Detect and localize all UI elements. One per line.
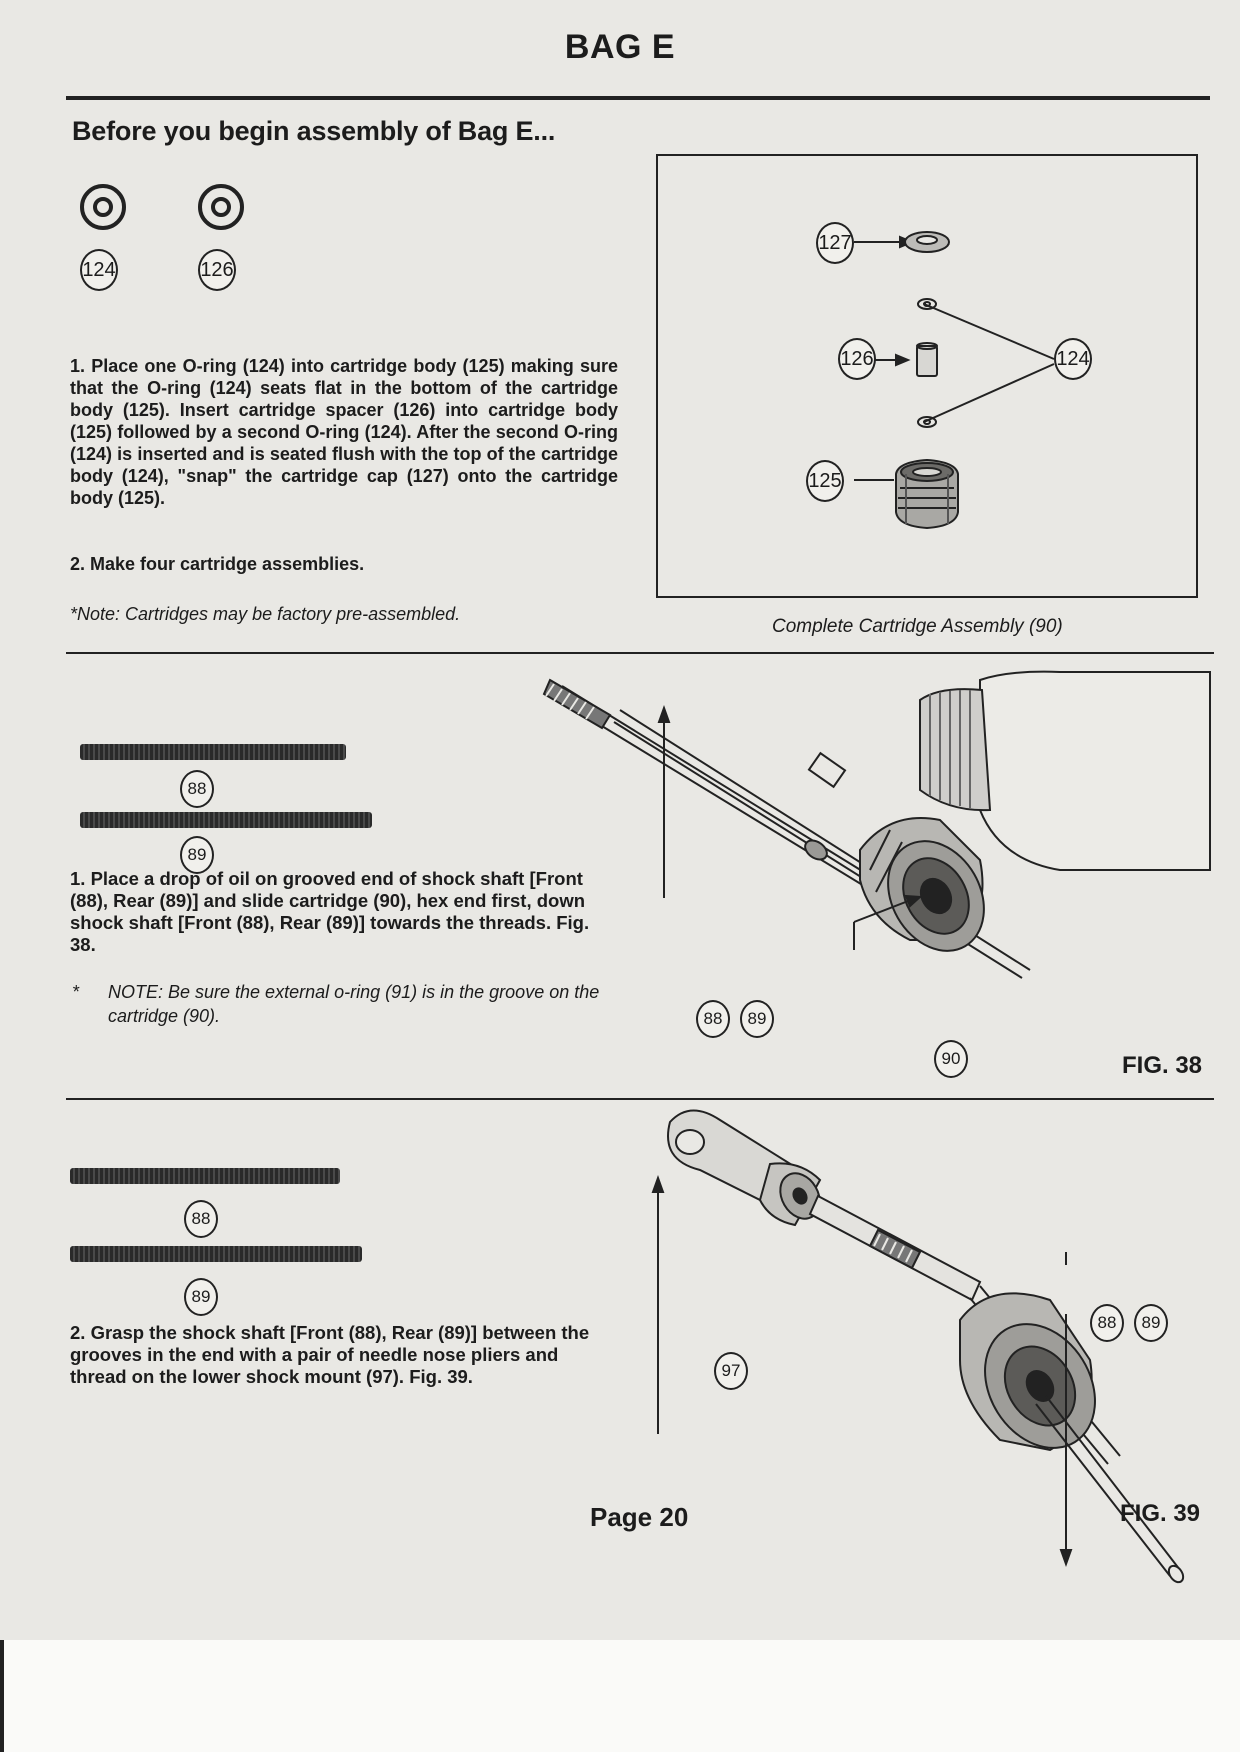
callout-125: 125 <box>806 460 844 502</box>
cartridge-step-2: 2. Make four cartridge assemblies. <box>70 554 365 574</box>
fig39-callout-97: 97 <box>714 1352 748 1390</box>
part-callout-124: 124 <box>80 249 118 291</box>
cartridge-diagram-caption: Complete Cartridge Assembly (90) <box>772 616 1063 637</box>
fig38-note-marker: * <box>72 982 80 1002</box>
cartridge-step-1: 1. Place one O-ring (124) into cartridge body (125) making sure that the O-ring (124) seats flat in the bottom of the cartridge body (125). Insert cartridge spacer (126) into cartridge body (125) followed by a second O-ring (124). After the second O-ring (124) is inserted and is seated flush with the top of the cartridge body (124), "snap" the cartridge cap (127) onto the cartridge body (125). <box>70 356 618 508</box>
rear-shock-shaft-89-b <box>70 1246 362 1262</box>
shaft-callout-89: 89 <box>180 836 214 874</box>
front-shock-shaft-88-b <box>70 1168 340 1184</box>
page-title: BAG E <box>564 28 676 66</box>
fig39-shaft-callout-88: 88 <box>184 1200 218 1238</box>
section-heading: Before you begin assembly of Bag E... <box>72 116 556 146</box>
part-callout-126: 126 <box>198 249 236 291</box>
fig39-callout-89: 89 <box>1134 1304 1168 1342</box>
cartridge-note: *Note: Cartridges may be factory pre-assembled. <box>70 604 461 624</box>
page-edge-shadow <box>0 1640 4 1752</box>
fig39-shaft-callout-89: 89 <box>184 1278 218 1316</box>
cartridge-exploded-diagram <box>656 154 1198 598</box>
callout-124: 124 <box>1054 338 1092 380</box>
fig39-step-2: 2. Grasp the shock shaft [Front (88), Rear (89)] between the grooves in the end with a pair of needle nose pliers and thread on the lower shock mount (97). Fig. 39. <box>70 1322 590 1387</box>
o-ring-icon <box>80 184 126 230</box>
section-divider-1 <box>66 652 1214 654</box>
fig39-callout-88: 88 <box>1090 1304 1124 1342</box>
fig38-note: NOTE: Be sure the external o-ring (91) is in the groove on the cartridge (90). <box>108 982 600 1026</box>
fig38-callout-90: 90 <box>934 1040 968 1078</box>
fig38-cartridge-on-shaft-illustration <box>590 660 1210 1080</box>
page-number: Page 20 <box>590 1502 689 1532</box>
fig39-label: FIG. 39 <box>1120 1500 1201 1527</box>
callout-127: 127 <box>816 222 854 264</box>
fig38-callout-89: 89 <box>740 1000 774 1038</box>
front-shock-shaft-88 <box>80 744 346 760</box>
spacer-icon <box>198 184 244 230</box>
fig38-step-1: 1. Place a drop of oil on grooved end of shock shaft [Front (88), Rear (89)] and slide cartridge (90), hex end first, down shock shaft [Front (88), Rear (89)] towards the threads. Fig. 38. <box>70 868 590 955</box>
callout-126: 126 <box>838 338 876 380</box>
fig38-label: FIG. 38 <box>1122 1052 1203 1079</box>
title-rule <box>66 96 1210 100</box>
shaft-callout-88: 88 <box>180 770 214 808</box>
rear-shock-shaft-89 <box>80 812 372 828</box>
fig38-callout-88: 88 <box>696 1000 730 1038</box>
